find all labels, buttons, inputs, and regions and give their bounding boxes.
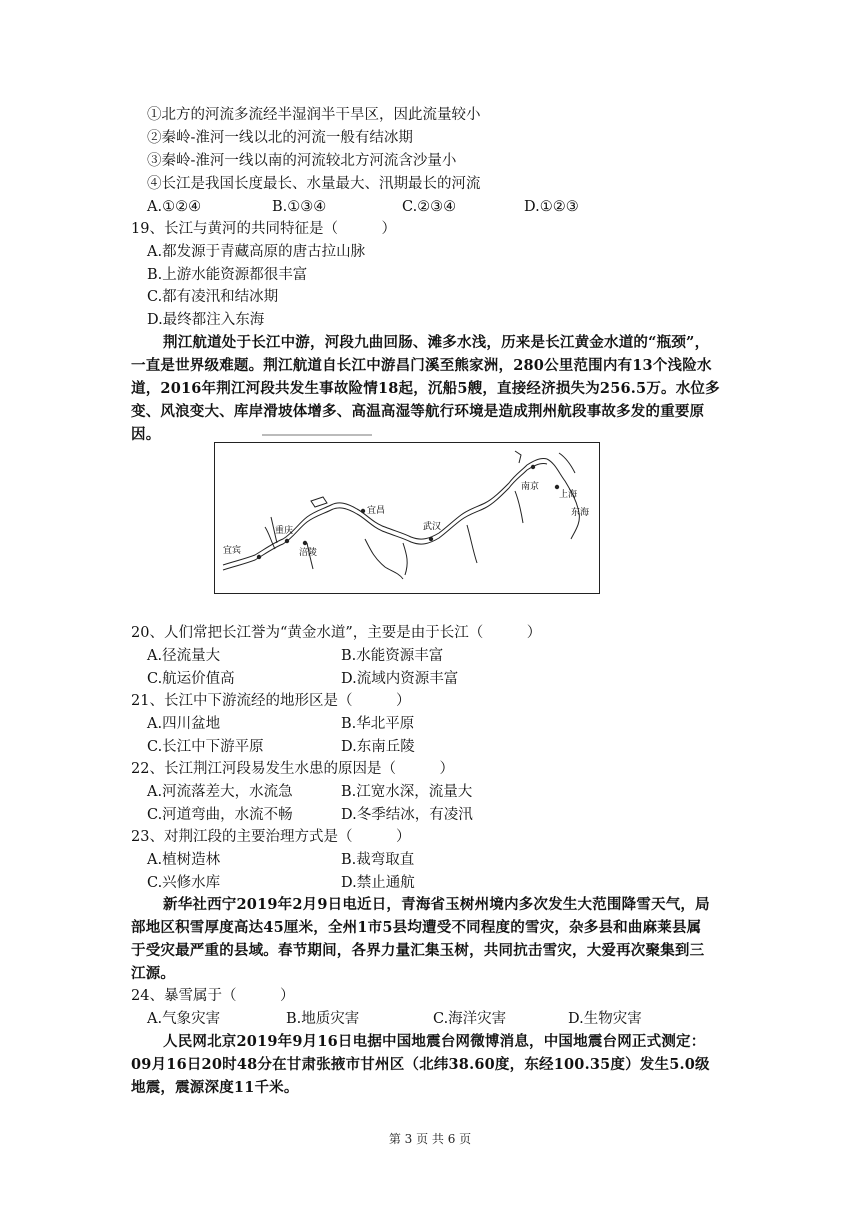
q20-option-c: C.航运价值高 xyxy=(147,671,235,687)
q20-stem: 20、人们常把长江誉为“黄金水道”，主要是由于长江（ ） xyxy=(131,625,542,641)
q21-option-d: D.东南丘陵 xyxy=(341,739,415,755)
yangtze-river-map xyxy=(214,442,600,594)
passage2-line-4: 江源。 xyxy=(131,965,176,982)
q23-option-a: A.植树造林 xyxy=(147,852,221,868)
q19-option-a: A.都发源于青藏高原的唐古拉山脉 xyxy=(147,244,366,260)
q18-statement-3: ③秦岭-淮河一线以南的河流较北方河流含沙量小 xyxy=(147,153,457,169)
passage1-line-2: 一直是世界级难题。荆江航道自长江中游昌门溪至熊家洲，280公里范围内有13个浅险水 xyxy=(131,357,712,374)
map-label-nanjing: 南京 xyxy=(521,482,540,492)
passage2-line-1: 新华社西宁2019年2月9日电近日，青海省玉树州境内多次发生大范围降雪天气，局 xyxy=(163,896,710,913)
q20-option-d: D.流域内资源丰富 xyxy=(341,671,459,687)
chongqing-city-marker xyxy=(285,539,289,543)
q19-option-b: B.上游水能资源都很丰富 xyxy=(147,267,308,283)
scan-artifact xyxy=(262,434,372,436)
yichang-city-marker xyxy=(361,509,365,513)
yangtze-river-map-graphic xyxy=(215,443,599,593)
fuling-city-marker xyxy=(303,541,307,545)
map-label-yichang: 宜昌 xyxy=(367,506,386,516)
q18-option-b: B.①③④ xyxy=(272,199,327,215)
q19-option-d: D.最终都注入东海 xyxy=(147,312,265,328)
q22-option-d: D.冬季结冰，有凌汛 xyxy=(341,807,473,823)
q23-option-b: B.裁弯取直 xyxy=(341,852,415,868)
passage1-line-3: 道，2016年荆江河段共发生事故险情18起，沉船5艘，直接经济损失为256.5万。水位多 xyxy=(131,380,720,397)
q20-option-b: B.水能资源丰富 xyxy=(341,648,444,664)
q20-option-a: A.径流量大 xyxy=(147,648,221,664)
q21-stem: 21、长江中下游流经的地形区是（ ） xyxy=(131,693,411,709)
passage2-line-2: 部地区积雪厚度高达45厘米，全州1市5县均遭受不同程度的雪灾，杂多县和曲麻莱县属 xyxy=(131,919,702,936)
passage3-line-1: 人民网北京2019年9月16日电据中国地震台网微博消息，中国地震台网正式测定： xyxy=(163,1033,706,1050)
q19-option-c: C.都有凌汛和结冰期 xyxy=(147,289,279,305)
q18-option-a: A.①②④ xyxy=(147,199,202,215)
page-footer: 第 3 页 共 6 页 xyxy=(388,1132,472,1146)
q23-option-d: D.禁止通航 xyxy=(341,875,415,891)
map-label-fuling: 涪陵 xyxy=(299,548,318,558)
q18-statement-1: ①北方的河流多流经半湿润半干旱区，因此流量较小 xyxy=(147,107,481,123)
q18-option-d: D.①②③ xyxy=(524,199,579,215)
q22-option-a: A.河流落差大，水流急 xyxy=(147,784,293,800)
passage2-line-3: 于受灾最严重的县域。春节期间，各界力量汇集玉树，共同抗击雪灾，大爱再次聚集到三 xyxy=(131,942,705,959)
q21-option-c: C.长江中下游平原 xyxy=(147,739,264,755)
wuhan-city-marker xyxy=(429,537,433,541)
q22-option-b: B.江宽水深，流量大 xyxy=(341,784,473,800)
passage1-line-1: 荆江航道处于长江中游，河段九曲回肠、滩多水浅，历来是长江黄金水道的“瓶颈”， xyxy=(163,334,710,351)
q21-option-b: B.华北平原 xyxy=(341,716,415,732)
q23-option-c: C.兴修水库 xyxy=(147,875,221,891)
q24-option-b: B.地质灾害 xyxy=(286,1011,360,1027)
q19-stem: 19、长江与黄河的共同特征是（ ） xyxy=(131,221,396,237)
map-label-yibin: 宜宾 xyxy=(223,546,242,556)
passage3-line-2: 09月16日20时48分在甘肃张掖市甘州区（北纬38.60度，东经100.35度）发生5.0级 xyxy=(131,1056,710,1073)
q24-option-c: C.海洋灾害 xyxy=(433,1011,507,1027)
q23-stem: 23、对荆江段的主要治理方式是（ ） xyxy=(131,829,411,845)
map-label-shanghai: 上海 xyxy=(559,490,578,500)
q18-statement-2: ②秦岭-淮河一线以北的河流一般有结冰期 xyxy=(147,130,413,146)
map-label-donghai: 东海 xyxy=(571,508,590,518)
q24-stem: 24、暴雪属于（ ） xyxy=(131,988,295,1004)
q22-stem: 22、长江荆江河段易发生水患的原因是（ ） xyxy=(131,761,454,777)
passage1-line-4: 变、风浪变大、库岸滑坡体增多、高温高湿等航行环境是造成荆州航段事故多发的重要原 xyxy=(131,403,705,420)
q24-option-a: A.气象灾害 xyxy=(147,1011,221,1027)
q22-option-c: C.河道弯曲，水流不畅 xyxy=(147,807,293,823)
map-label-wuhan: 武汉 xyxy=(423,522,442,532)
q24-option-d: D.生物灾害 xyxy=(568,1011,642,1027)
yibin-city-marker xyxy=(257,555,261,559)
shanghai-city-marker xyxy=(555,485,559,489)
map-label-chongqing: 重庆 xyxy=(275,526,294,536)
nanjing-city-marker xyxy=(531,465,535,469)
passage1-line-5: 因。 xyxy=(131,426,161,443)
q18-option-c: C.②③④ xyxy=(402,199,457,215)
q18-statement-4: ④长江是我国长度最长、水量最大、汛期最长的河流 xyxy=(147,176,481,192)
passage3-line-3: 地震，震源深度11千米。 xyxy=(131,1079,299,1096)
q21-option-a: A.四川盆地 xyxy=(147,716,221,732)
